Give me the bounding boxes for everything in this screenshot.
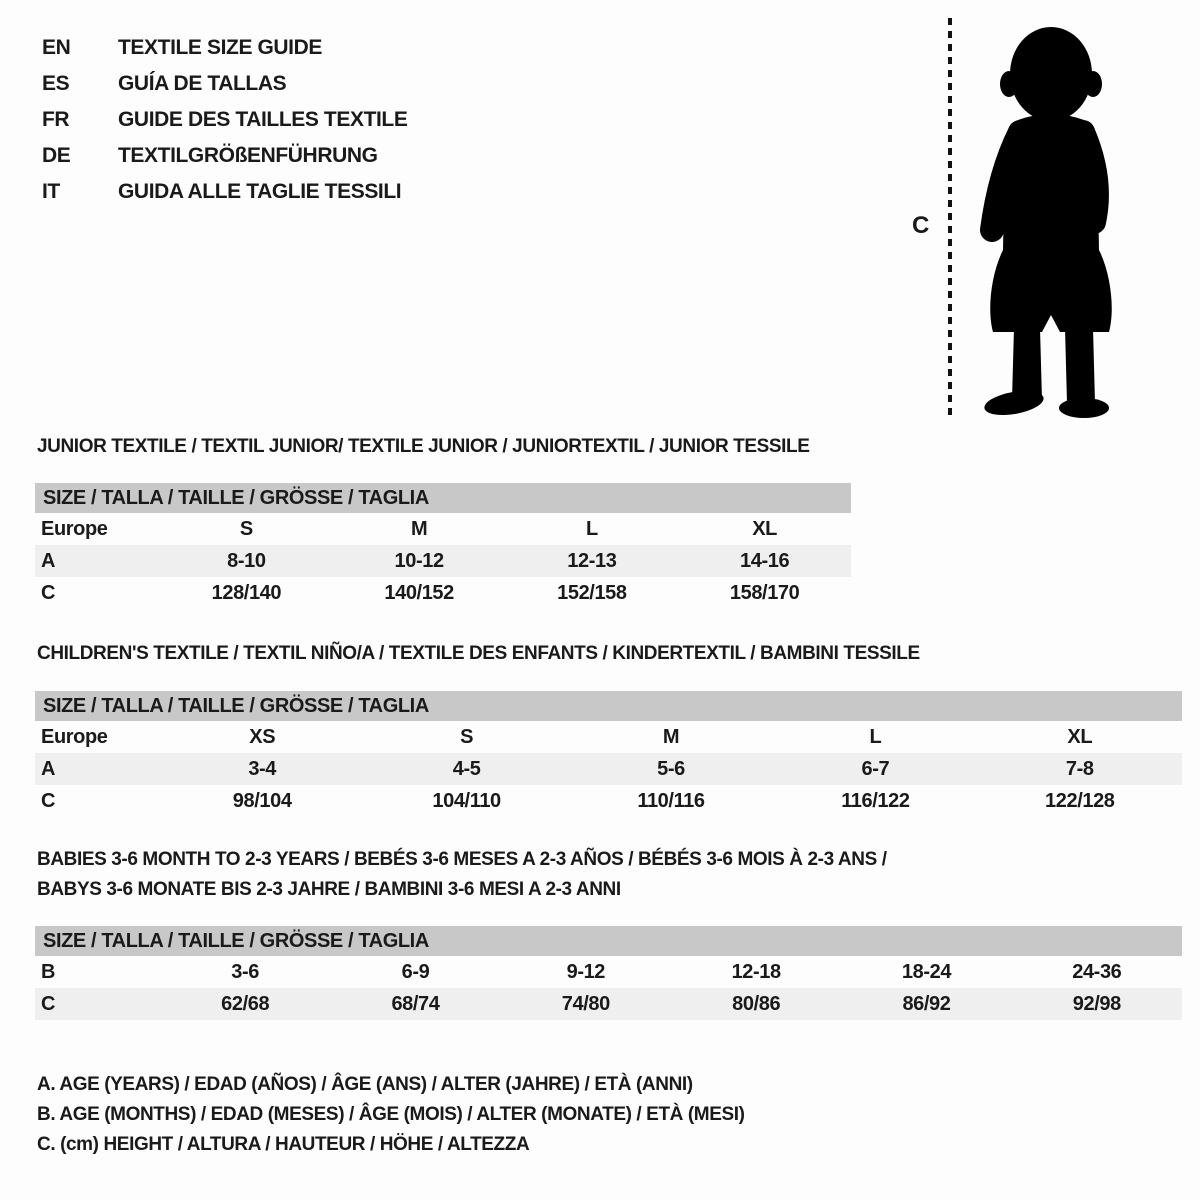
age-cell: 6-7 [861,757,890,780]
size-cell: XL [752,517,777,540]
babies-title-line1: BABIES 3-6 MONTH TO 2-3 YEARS / BEBÉS 3-6 MESES A 2-3 AÑOS / BÉBÉS 3-6 MOIS À 2-3 ANS / [37,849,887,870]
size-cell: XL [1067,725,1093,748]
language-code: IT [42,180,60,203]
table-row [35,545,851,577]
toddler-silhouette [962,20,1140,418]
legend-age-years: A. AGE (YEARS) / EDAD (AÑOS) / ÂGE (ANS) / ALTER (JAHRE) / ETÀ (ANNI) [37,1074,693,1095]
row-label: A [41,757,56,780]
row-label: B [41,960,56,983]
language-title: GUIDE DES TAILLES TEXTILE [118,108,408,131]
height-cell: 86/92 [902,992,951,1015]
language-code: EN [42,36,71,59]
junior-size-header-bar: SIZE / TALLA / TAILLE / GRÖSSE / TAGLIA [35,483,851,513]
language-title: TEXTILGRÖßENFÜHRUNG [118,144,378,167]
height-cell: 152/158 [557,581,627,604]
row-label: Europe [41,725,108,748]
height-cell: 110/116 [637,789,705,812]
age-cell: 14-16 [740,549,790,572]
junior-section-title: JUNIOR TEXTILE / TEXTIL JUNIOR/ TEXTILE JUNIOR / JUNIORTEXTIL / JUNIOR TESSILE [37,436,810,457]
language-row-it [42,174,407,210]
age-cell: 18-24 [901,960,952,983]
table-row [35,721,1182,753]
babies-section-title [37,845,887,905]
size-cell: L [585,517,598,540]
children-size-table [35,691,1182,817]
age-cell: 12-13 [567,549,617,572]
babies-size-table [35,926,1182,1020]
size-cell: XS [249,725,276,748]
table-row [35,785,1182,817]
measurement-legend [37,1070,745,1160]
height-cell: 122/128 [1045,789,1115,812]
babies-size-header-bar: SIZE / TALLA / TAILLE / GRÖSSE / TAGLIA [35,926,1182,956]
language-row-fr [42,102,407,138]
legend-age-months: B. AGE (MONTHS) / EDAD (MESES) / ÂGE (MOIS) / ALTER (MONATE) / ETÀ (MESI) [37,1104,745,1125]
height-cell: 158/170 [729,581,800,604]
height-cell: 74/80 [561,992,610,1015]
row-label: A [41,549,56,572]
language-list [42,30,407,210]
language-code: ES [42,72,70,95]
children-section-title: CHILDREN'S TEXTILE / TEXTIL NIÑO/A / TEXTILE DES ENFANTS / KINDERTEXTIL / BAMBINI TESSILE [37,643,920,664]
table-row [35,513,851,545]
row-label: C [41,581,56,604]
row-label: C [41,992,56,1015]
legend-height-cm: C. (cm) HEIGHT / ALTURA / HAUTEUR / HÖHE / ALTEZZA [37,1134,530,1155]
height-cell: 92/98 [1072,992,1121,1015]
age-cell: 10-12 [394,549,444,572]
size-cell: M [662,725,680,748]
age-cell: 8-10 [227,549,266,572]
age-cell: 3-6 [231,960,260,983]
size-cell: S [239,517,253,540]
size-cell: L [869,725,882,748]
junior-size-table [35,483,851,609]
language-code: DE [42,144,71,167]
size-cell: M [410,517,428,540]
language-row-es [42,66,407,102]
language-title: GUIDA ALLE TAGLIE TESSILI [118,180,402,203]
table-row [35,956,1182,988]
language-row-en [42,30,407,66]
age-cell: 3-4 [248,757,277,780]
height-cell: 116/122 [841,789,910,812]
age-cell: 4-5 [452,757,481,780]
language-code: FR [42,108,70,131]
row-label: C [41,789,56,812]
age-cell: 5-6 [657,757,685,780]
babies-title-line2: BABYS 3-6 MONATE BIS 2-3 JAHRE / BAMBINI 3-6 MESI A 2-3 ANNI [37,879,621,900]
height-cell: 68/74 [391,992,440,1015]
language-title: TEXTILE SIZE GUIDE [118,36,322,59]
height-measure-label: C [912,212,929,239]
height-measure-dashed-line [948,18,952,415]
age-cell: 7-8 [1065,757,1094,780]
table-row [35,577,851,609]
size-cell: S [460,725,474,748]
table-row [35,988,1182,1020]
children-size-header-bar: SIZE / TALLA / TAILLE / GRÖSSE / TAGLIA [35,691,1182,721]
language-title: GUÍA DE TALLAS [118,72,287,95]
row-label: Europe [41,517,108,540]
height-cell: 98/104 [232,789,292,812]
table-row [35,753,1182,785]
height-cell: 128/140 [211,581,282,604]
age-cell: 12-18 [731,960,781,983]
age-cell: 6-9 [401,960,430,983]
age-cell: 9-12 [566,960,606,983]
age-cell: 24-36 [1072,960,1122,983]
language-row-de [42,138,407,174]
height-cell: 140/152 [384,581,454,604]
height-cell: 62/68 [221,992,270,1015]
height-cell: 80/86 [732,992,781,1015]
height-cell: 104/110 [432,789,501,812]
